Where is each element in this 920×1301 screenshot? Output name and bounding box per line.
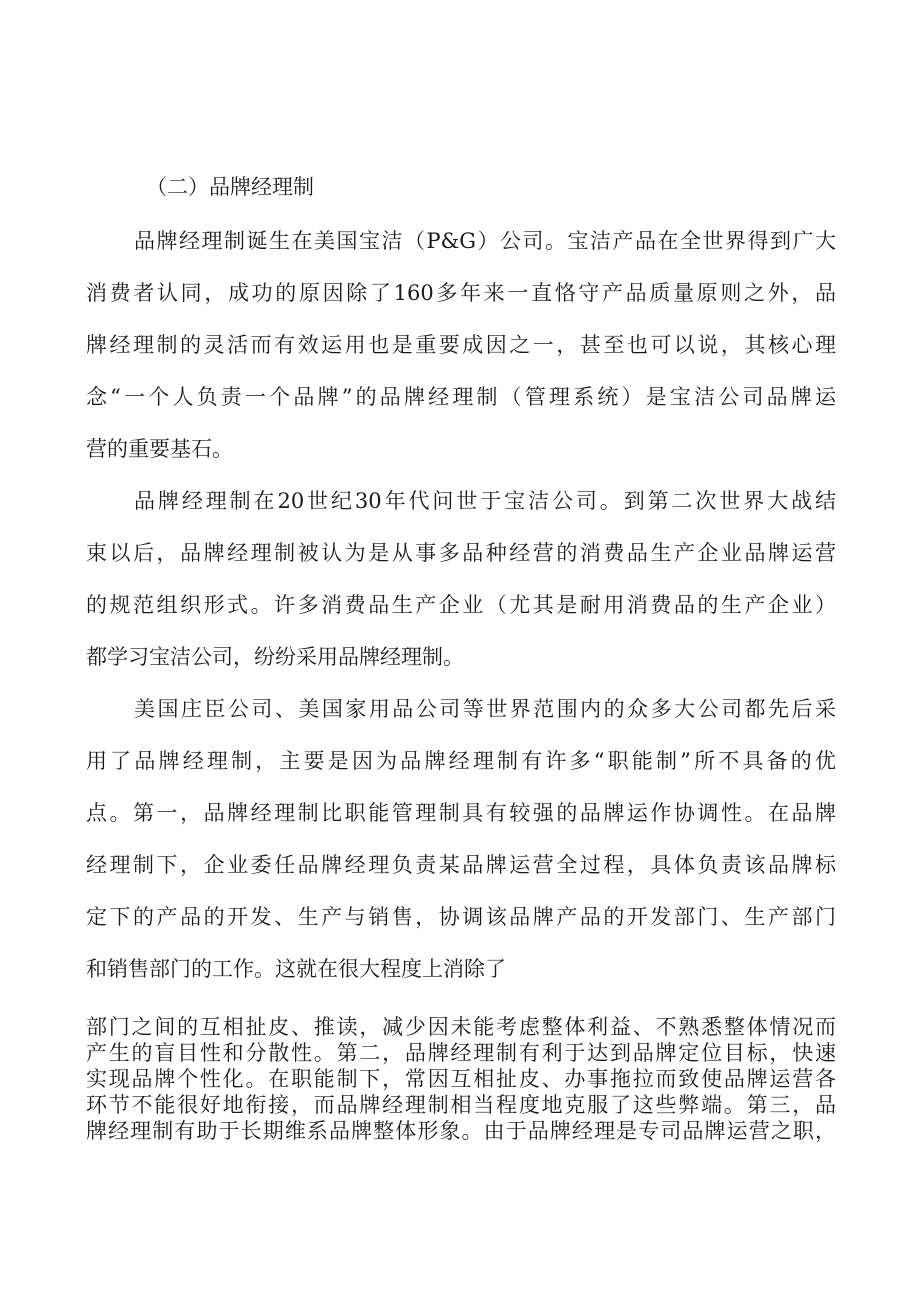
paragraph-3-line-6: 和销售部门的工作。这就在很大程度上消除了 [86,957,506,981]
paragraph-4-line-4: 环节不能很好地衔接，而品牌经理制相当程度地克服了这些弊端。第三，品 [86,1093,836,1117]
paragraph-2-line-2: 束以后，品牌经理制被认为是从事多品种经营的消费品生产企业品牌运营 [86,541,836,565]
paragraph-2-line-3: 的规范组织形式。许多消费品生产企业（尤其是耐用消费品的生产企业） [86,593,836,617]
paragraph-4-line-1: 部门之间的互相扯皮、推读，减少因未能考虑整体利益、不熟悉整体情况而 [86,1015,836,1039]
paragraph-3-line-2: 用了品牌经理制，主要是因为品牌经理制有许多“职能制”所不具备的优 [86,749,836,773]
paragraph-3-line-5: 定下的产品的开发、生产与销售，协调该品牌产品的开发部门、生产部门 [86,905,836,929]
paragraph-4-line-3: 实现品牌个性化。在职能制下，常因互相扯皮、办事拖拉而致使品牌运营各 [86,1067,836,1091]
section-heading: （二）品牌经理制 [146,175,314,199]
paragraph-1-line-2: 消费者认同，成功的原因除了160多年来一直恪守产品质量原则之外，品 [86,281,836,305]
paragraph-2-line-1: 品牌经理制在20世纪30年代问世于宝洁公司。到第二次世界大战结 [134,489,836,513]
paragraph-3-line-3: 点。第一，品牌经理制比职能管理制具有较强的品牌运作协调性。在品牌 [86,801,836,825]
paragraph-1-line-1: 品牌经理制诞生在美国宝洁（P&G）公司。宝洁产品在全世界得到广大 [134,229,836,253]
paragraph-1-line-3: 牌经理制的灵活而有效运用也是重要成因之一，甚至也可以说，其核心理 [86,333,836,357]
paragraph-4-line-2: 产生的盲目性和分散性。第二，品牌经理制有利于达到品牌定位目标，快速 [86,1041,836,1065]
paragraph-1-line-5: 营的重要基石。 [86,437,233,461]
paragraph-3-line-4: 经理制下，企业委任品牌经理负责某品牌运营全过程，具体负责该品牌标 [86,853,836,877]
paragraph-1-line-4: 念“一个人负责一个品牌”的品牌经理制（管理系统）是宝洁公司品牌运 [86,385,836,409]
paragraph-3-line-1: 美国庄臣公司、美国家用品公司等世界范围内的众多大公司都先后采 [134,697,836,721]
paragraph-2-line-4: 都学习宝洁公司，纷纷采用品牌经理制。 [86,645,464,669]
paragraph-4-line-5: 牌经理制有助于长期维系品牌整体形象。由于品牌经理是专司品牌运营之职， [86,1119,836,1143]
